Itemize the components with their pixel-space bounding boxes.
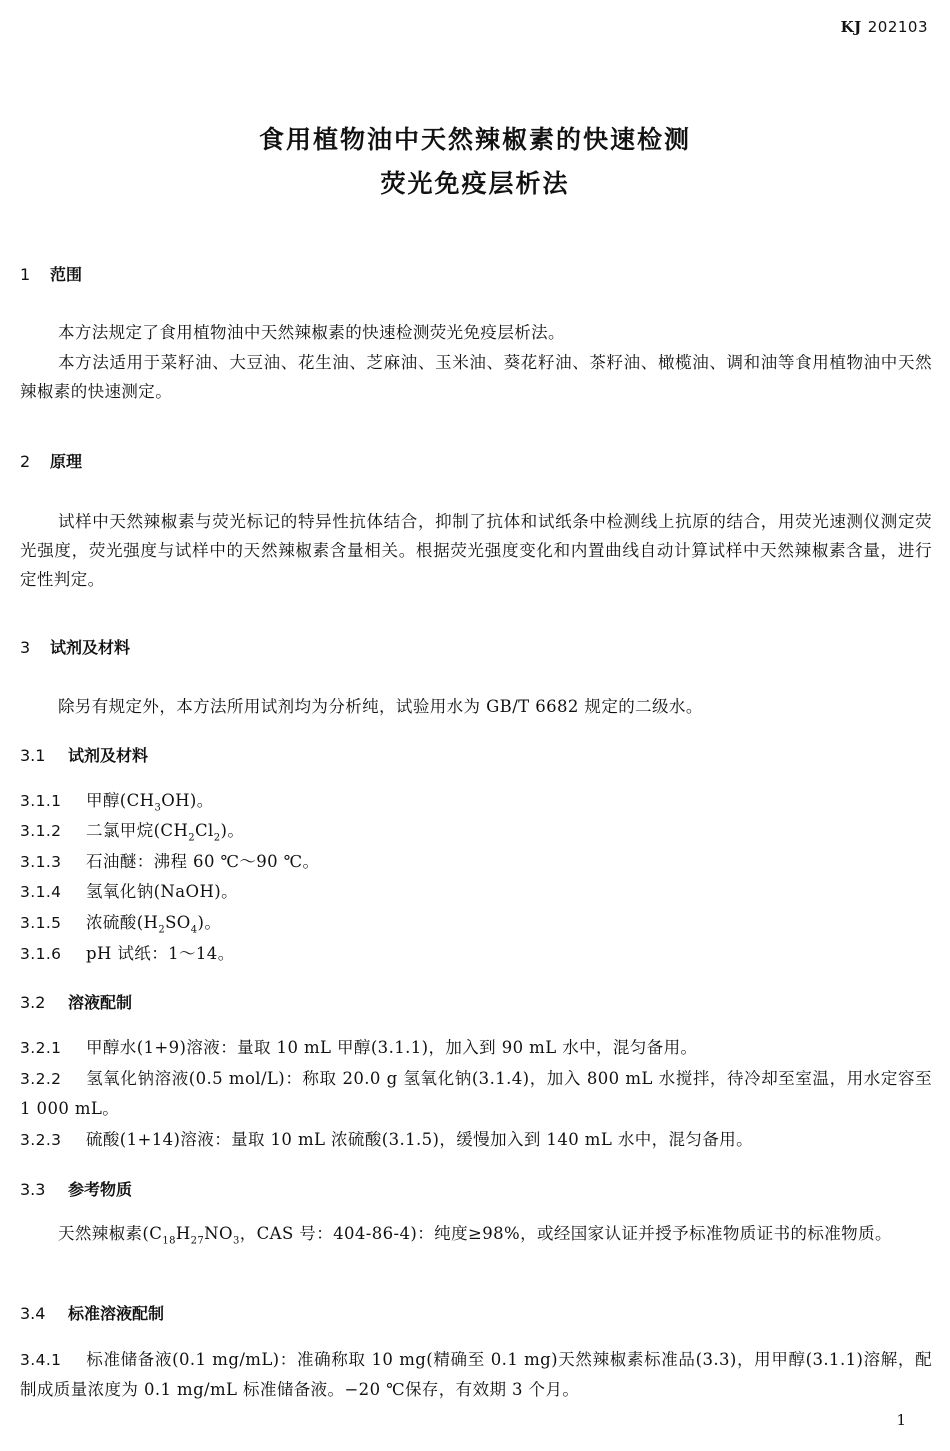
item-number: 3.1.1	[20, 792, 62, 810]
item-number: 3.2.2	[20, 1070, 62, 1088]
item-text: pH 试纸：1～14。	[86, 944, 235, 963]
section-number: 3.4	[20, 1304, 46, 1323]
subscript: 3	[232, 1235, 240, 1247]
section-number: 2	[20, 452, 31, 471]
section-3-1-heading	[20, 743, 148, 766]
section-title: 试剂及材料	[68, 746, 149, 765]
subscript: 4	[190, 924, 198, 936]
section-3-4-heading	[20, 1301, 164, 1324]
list-item-3-2-3	[20, 1125, 932, 1155]
item-text: 甲醇(CH	[86, 791, 155, 810]
item-text: 标准储备液(0.1 mg/mL)：准确称取 10 mg(精确至 0.1 mg)天然辣椒素标准品(3.3)，用甲醇(3.1.1)溶解，配制成质量浓度为 0.1 mg/mL 标准储备液。−20 ℃保存，有效期 3 个月。	[20, 1350, 932, 1399]
section-title: 标准溶液配制	[68, 1304, 165, 1323]
subscript: 3	[154, 802, 162, 814]
list-item-3-4-1	[20, 1345, 932, 1404]
list-item-3-1-6	[20, 939, 932, 969]
section-number: 3.2	[20, 993, 46, 1012]
item-number: 3.4.1	[20, 1351, 62, 1369]
item-number: 3.2.3	[20, 1131, 62, 1149]
item-text: )。	[220, 821, 245, 840]
section-number: 3.3	[20, 1180, 46, 1199]
item-number: 3.1.2	[20, 822, 62, 840]
section-3-3-heading	[20, 1177, 132, 1200]
item-text: 氢氧化钠(NaOH)。	[86, 882, 238, 901]
section-2-paragraph: 试样中天然辣椒素与荧光标记的特异性抗体结合，抑制了抗体和试纸条中检测线上抗原的结合，用荧光速测仪测定荧光强度，荧光强度与试样中的天然辣椒素含量相关。根据荧光强度变化和内置曲线自动计算试样中天然辣椒素含量，进行定性判定。	[20, 512, 932, 589]
section-title: 范围	[50, 265, 83, 284]
section-number: 1	[20, 265, 31, 284]
section-number: 3	[20, 638, 31, 657]
section-title: 原理	[50, 452, 83, 471]
item-number: 3.1.5	[20, 914, 62, 932]
item-text: 二氯甲烷(CH	[86, 821, 189, 840]
list-item-3-2-2	[20, 1064, 932, 1123]
item-text: 氢氧化钠溶液(0.5 mol/L)：称取 20.0 g 氢氧化钠(3.1.4)，加入 800 mL 水搅拌，待冷却至室温，用水定容至 1 000 mL。	[20, 1069, 932, 1118]
section-3-paragraph: 除另有规定外，本方法所用试剂均为分析纯，试验用水为 GB/T 6682 规定的二级水。	[57, 697, 703, 716]
paragraph-text: 天然辣椒素(C	[57, 1224, 163, 1243]
section-3-heading	[20, 635, 130, 658]
item-text: 浓硫酸(H	[86, 913, 159, 932]
section-1-paragraph-1: 本方法规定了食用植物油中天然辣椒素的快速检测荧光免疫层析法。	[57, 323, 565, 342]
document-code	[841, 18, 928, 36]
subscript: 27	[190, 1235, 205, 1247]
item-text: 甲醇水(1+9)溶液：量取 10 mL 甲醇(3.1.1)，加入到 90 mL 水中，混匀备用。	[86, 1038, 698, 1057]
item-number: 3.2.1	[20, 1039, 62, 1057]
list-item-3-1-3	[20, 847, 932, 877]
list-item-3-1-4	[20, 877, 932, 907]
list-item-3-2-1	[20, 1033, 932, 1063]
section-number: 3.1	[20, 746, 46, 765]
section-title: 试剂及材料	[50, 638, 131, 657]
item-text: )。	[197, 913, 222, 932]
item-text: SO	[165, 913, 191, 932]
section-1-heading	[20, 262, 82, 285]
paragraph-text: H	[175, 1224, 191, 1243]
item-number: 3.1.4	[20, 883, 62, 901]
section-3-3-paragraph	[20, 1219, 932, 1255]
code-prefix: KJ	[840, 18, 862, 36]
page-number: 1	[896, 1411, 906, 1429]
section-title: 参考物质	[68, 1180, 133, 1199]
subscript: 2	[213, 832, 221, 844]
item-text: OH)。	[161, 791, 214, 810]
title-line-1: 食用植物油中天然辣椒素的快速检测	[258, 125, 691, 154]
subscript: 18	[162, 1235, 176, 1247]
paragraph-text: NO	[204, 1224, 233, 1243]
item-number: 3.1.6	[20, 945, 62, 963]
code-number: 202103	[867, 18, 928, 36]
section-1-paragraph-2: 本方法适用于菜籽油、大豆油、花生油、芝麻油、玉米油、葵花籽油、茶籽油、橄榄油、调和油等食用植物油中天然辣椒素的快速测定。	[20, 353, 932, 401]
subscript: 2	[188, 832, 196, 844]
title-line-2: 荧光免疫层析法	[380, 169, 570, 198]
subscript: 2	[158, 924, 166, 936]
paragraph-text: ，CAS 号：404-86-4)：纯度≥98%，或经国家认证并授予标准物质证书的标准物质。	[239, 1224, 892, 1243]
section-title: 溶液配制	[68, 993, 133, 1012]
item-text: 硫酸(1+14)溶液：量取 10 mL 浓硫酸(3.1.5)，缓慢加入到 140 mL 水中，混匀备用。	[86, 1130, 754, 1149]
section-3-2-heading	[20, 990, 132, 1013]
item-number: 3.1.3	[20, 853, 62, 871]
item-text: 石油醚：沸程 60 ℃～90 ℃。	[86, 852, 320, 871]
section-2-heading	[20, 449, 82, 472]
item-text: Cl	[195, 821, 214, 840]
